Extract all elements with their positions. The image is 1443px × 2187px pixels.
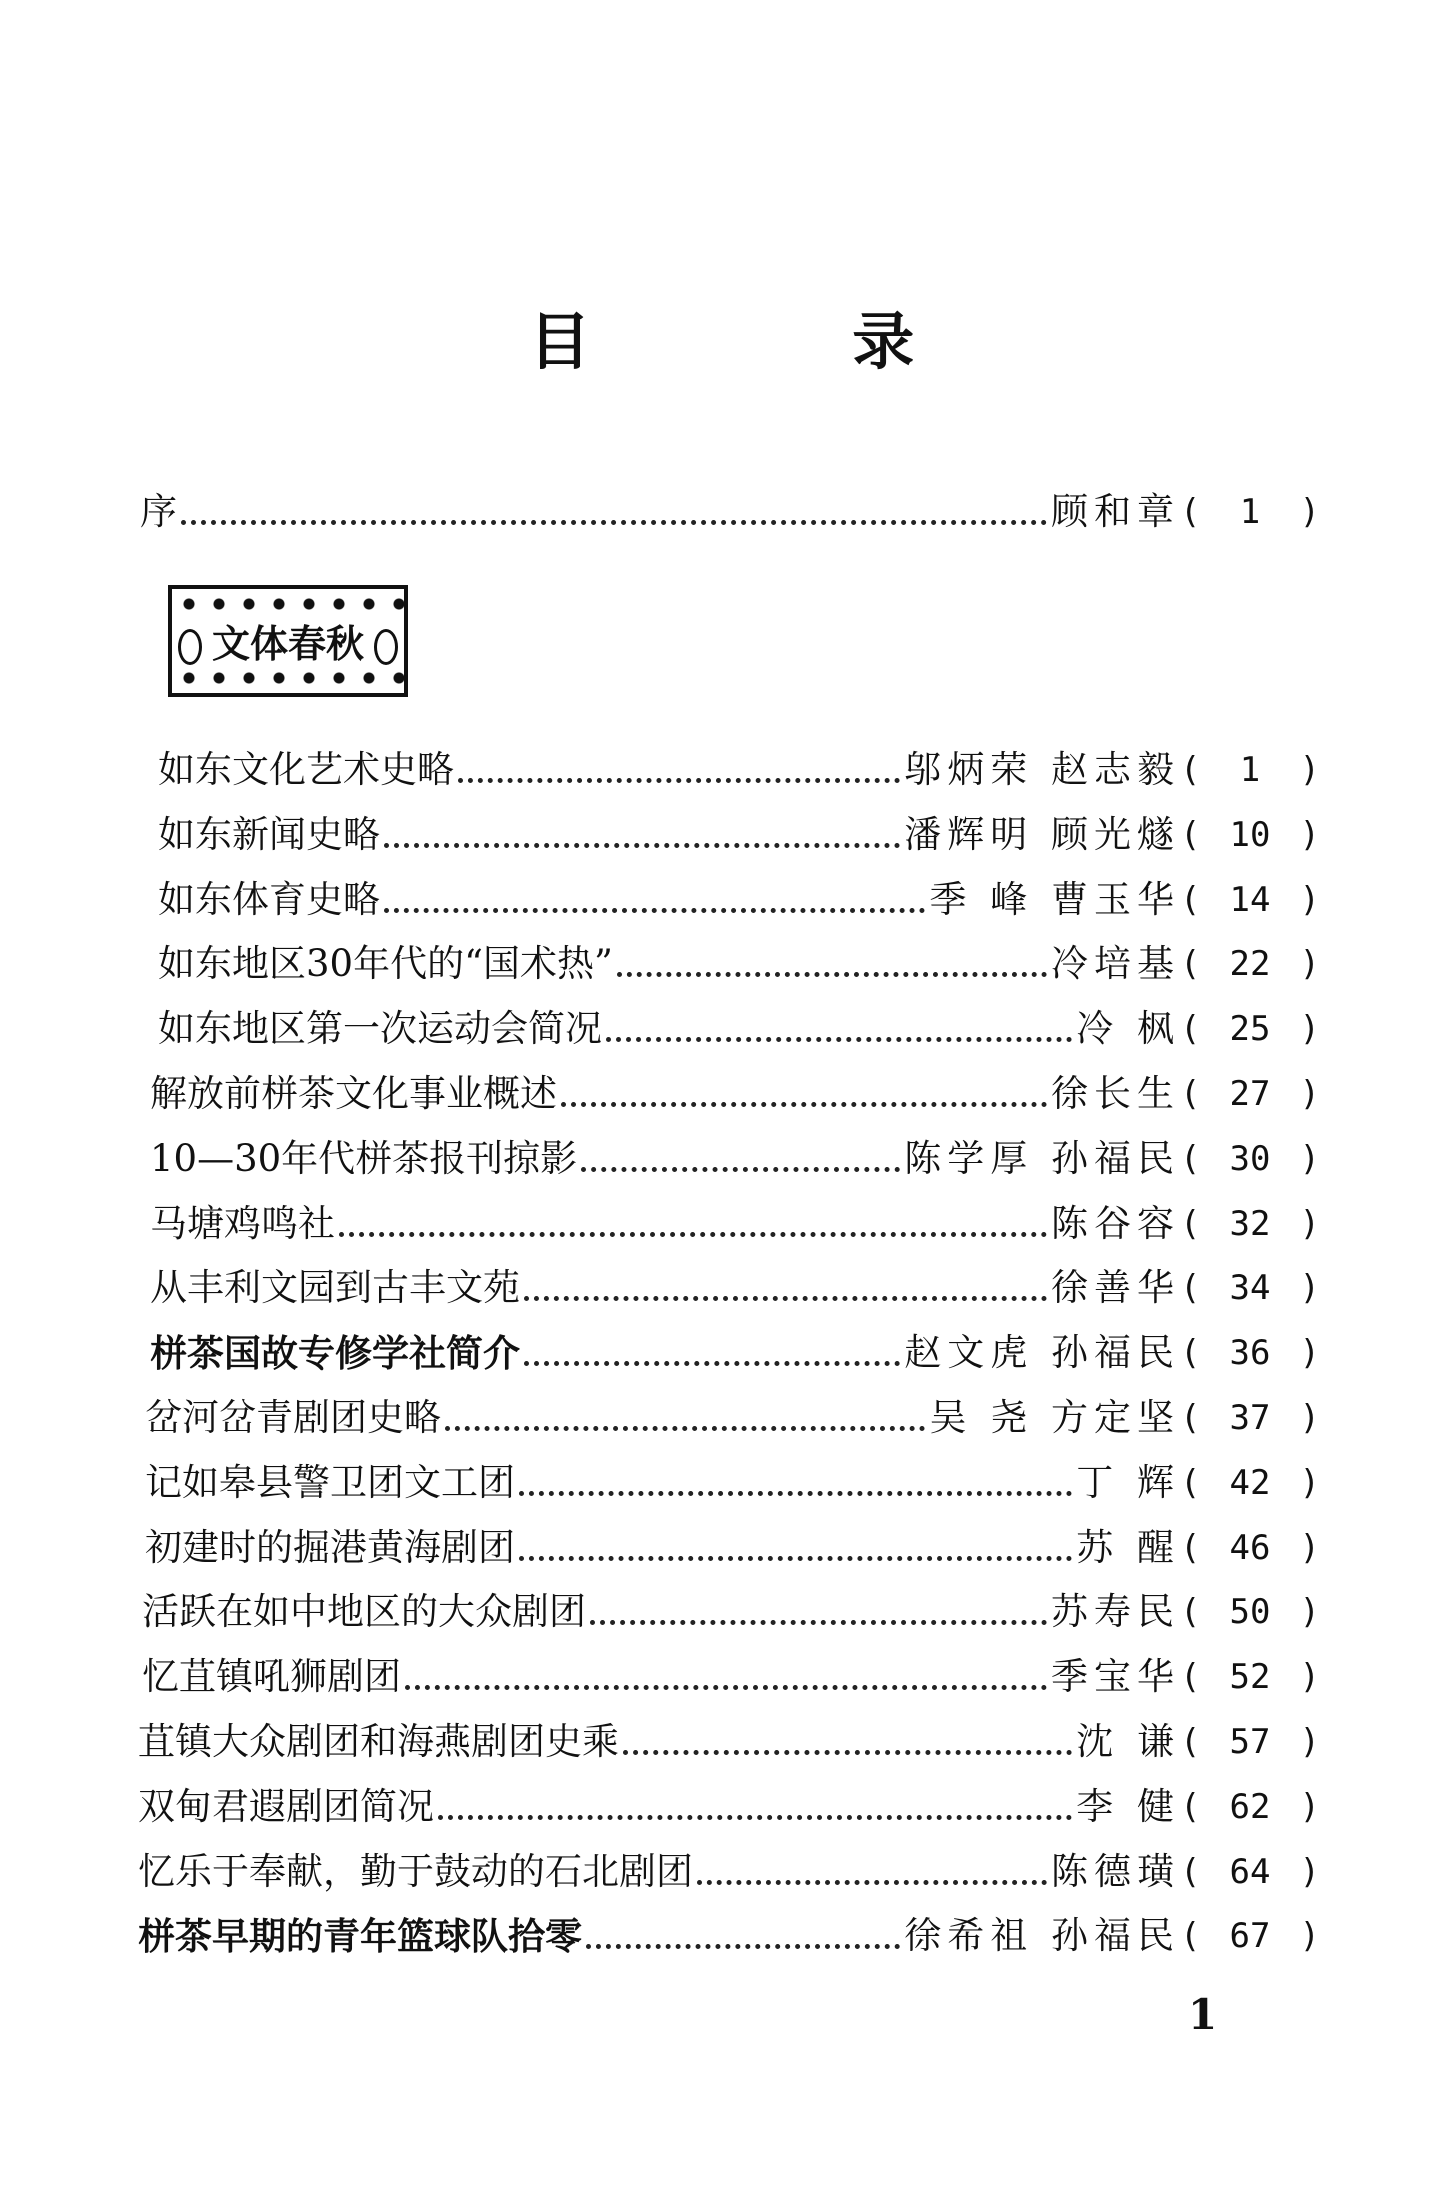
page-ref: 50 [1229,1592,1271,1632]
toc-entry[interactable] [150,1062,1320,1126]
paren-open: ( [1180,492,1201,532]
toc-entry-page [1180,803,1320,867]
dot-leader [181,480,1047,544]
section-banner [168,585,408,697]
paren-close: ) [1299,1268,1320,1308]
page-ref: 32 [1229,1204,1271,1244]
dot-leader [581,1127,900,1191]
toc-entry[interactable] [158,932,1320,996]
paren-open: ( [1180,815,1201,855]
toc-entry-title: 忆苴镇吼狮剧团 [142,1655,401,1698]
paren-open: ( [1180,1463,1201,1503]
paren-open: ( [1180,880,1201,920]
toc-entry-author: 潘辉明 顾光燧 [904,813,1180,856]
paren-close: ) [1299,1722,1320,1762]
toc-entry-page [1180,1580,1320,1644]
page-ref: 42 [1229,1463,1271,1503]
dot-leader [524,1321,900,1385]
toc-entry-title: 如东新闻史略 [158,813,380,856]
toc-entry-title: 如东文化艺术史略 [158,748,454,791]
page-ref: 10 [1229,815,1271,855]
page-ref: 36 [1229,1333,1271,1373]
paren-open: ( [1180,1852,1201,1892]
dot-leader [623,1710,1072,1774]
toc-entry-page [1180,1516,1320,1580]
page-ref: 30 [1229,1139,1271,1179]
page-ref: 1 [1239,750,1261,790]
toc-entry-title: 解放前栟茶文化事业概述 [150,1072,557,1115]
dot-leader [524,1256,1047,1320]
toc-entry[interactable] [145,1516,1320,1580]
toc-entry-title: 活跃在如中地区的大众剧团 [142,1590,586,1633]
paren-open: ( [1180,1398,1201,1438]
toc-entry-title: 初建时的掘港黄海剧团 [145,1526,515,1569]
toc-entry-title: 10—30年代栟茶报刊掠影 [150,1137,578,1180]
toc-entry-page [1180,480,1320,544]
dot-leader [617,932,1047,996]
toc-entry-author: 陈谷容 [1051,1202,1180,1245]
paren-open: ( [1180,1009,1201,1049]
toc-entry-author: 赵文虎 孙福民 [904,1331,1180,1374]
paren-close: ) [1299,1074,1320,1114]
toc-entry[interactable] [145,1451,1320,1515]
toc-entry-title: 忆乐于奉献，勤于鼓动的石北剧团 [138,1850,693,1893]
page-ref: 46 [1229,1528,1271,1568]
toc-entry-page [1180,1451,1320,1515]
banner-ornament-top [172,593,404,615]
toc-entry-page [1180,1645,1320,1709]
page-ref: 27 [1229,1074,1271,1114]
dot-leader [384,868,925,932]
toc-entry-page [1180,868,1320,932]
toc-entry-page [1180,1775,1320,1839]
page-ref: 37 [1229,1398,1271,1438]
toc-entry-page [1180,1062,1320,1126]
dot-leader [339,1192,1047,1256]
dot-leader [697,1840,1047,1904]
paren-close: ) [1299,750,1320,790]
toc-entry-title: 栟茶早期的青年篮球队拾零 [138,1914,582,1958]
toc-entry-author: 陈学厚 孙福民 [904,1137,1180,1180]
page-ref: 52 [1229,1657,1271,1697]
paren-open: ( [1180,1333,1201,1373]
toc-entry-title: 双甸君遐剧团简况 [138,1785,434,1828]
paren-close: ) [1299,1398,1320,1438]
page-ref: 57 [1229,1722,1271,1762]
toc-entry[interactable] [142,1645,1320,1709]
page-ref: 34 [1229,1268,1271,1308]
toc-entry-author: 邬炳荣 赵志毅 [904,748,1180,791]
page-ref: 14 [1229,880,1271,920]
toc-entry-page [1180,1256,1320,1320]
toc-entry-author: 丁 辉 [1076,1461,1180,1504]
toc-entry[interactable] [150,1127,1320,1191]
toc-entry-author: 顾和章 [1051,490,1180,533]
paren-close: ) [1299,1852,1320,1892]
toc-entry[interactable] [158,738,1320,802]
paren-open: ( [1180,750,1201,790]
dot-leader [445,1386,925,1450]
paren-close: ) [1299,1787,1320,1827]
dot-leader [561,1062,1047,1126]
paren-open: ( [1180,1657,1201,1697]
page-ref: 1 [1239,492,1261,532]
paren-close: ) [1299,1528,1320,1568]
section-title: 文体春秋 [211,622,364,666]
paren-open: ( [1180,1722,1201,1762]
page-ref: 22 [1229,944,1271,984]
paren-close: ) [1299,1204,1320,1244]
paren-open: ( [1180,1074,1201,1114]
toc-entry[interactable] [150,1321,1320,1385]
toc-entry-author: 苏 醒 [1076,1526,1180,1569]
dot-leader [519,1451,1072,1515]
paren-close: ) [1299,1916,1320,1956]
paren-open: ( [1180,1204,1201,1244]
dot-leader [384,803,900,867]
toc-entry-page [1180,1127,1320,1191]
paren-close: ) [1299,1657,1320,1697]
page-ref: 25 [1229,1009,1271,1049]
dot-leader [405,1645,1047,1709]
dot-leader [438,1775,1072,1839]
toc-entry-page [1180,738,1320,802]
paren-close: ) [1299,1333,1320,1373]
toc-entry-author: 季 峰 曹玉华 [929,878,1180,921]
paren-open: ( [1180,944,1201,984]
toc-entry-author: 徐长生 [1051,1072,1180,1115]
dot-leader [606,997,1072,1061]
toc-entry[interactable] [158,997,1320,1061]
paren-open: ( [1180,1528,1201,1568]
toc-entry-author: 徐善华 [1051,1266,1180,1309]
toc-entry[interactable] [138,1710,1320,1774]
toc-entry[interactable] [142,1580,1320,1644]
toc-entry[interactable] [158,868,1320,932]
toc-entry-title: 苴镇大众剧团和海燕剧团史乘 [138,1720,619,1763]
toc-entry-title: 如东地区第一次运动会简况 [158,1007,602,1050]
toc-entry-page [1180,1840,1320,1904]
page-title: 目 录 [528,305,1035,378]
toc-entry-title: 马塘鸡鸣社 [150,1202,335,1245]
page-number: 1 [1188,1990,1218,2039]
dot-leader [590,1580,1047,1644]
toc-entry-author: 季宝华 [1051,1655,1180,1698]
paren-open: ( [1180,1268,1201,1308]
paren-close: ) [1299,880,1320,920]
toc-entry-author: 苏寿民 [1051,1590,1180,1633]
toc-entry-title: 岔河岔青剧团史略 [145,1396,441,1439]
toc-entry[interactable] [150,1192,1320,1256]
page-ref: 67 [1229,1916,1271,1956]
page-ref: 64 [1229,1852,1271,1892]
paren-close: ) [1299,1009,1320,1049]
toc-entry[interactable] [138,1775,1320,1839]
toc-entry-page [1180,1710,1320,1774]
paren-close: ) [1299,492,1320,532]
toc-entry[interactable] [145,1386,1320,1450]
toc-entry[interactable] [138,1840,1320,1904]
dot-leader [586,1904,900,1968]
toc-entry-author: 陈德璜 [1051,1850,1180,1893]
toc-entry-title: 从丰利文园到古丰文苑 [150,1266,520,1309]
paren-open: ( [1180,1916,1201,1956]
toc-entry-page [1180,932,1320,996]
page-ref: 62 [1229,1787,1271,1827]
toc-entry-title: 如东地区30年代的“国术热” [158,942,613,985]
toc-entry-title: 栟茶国故专修学社简介 [150,1331,520,1375]
toc-entry-author: 徐希祖 孙福民 [904,1914,1180,1957]
paren-open: ( [1180,1787,1201,1827]
toc-entry[interactable] [138,1904,1320,1968]
paren-close: ) [1299,944,1320,984]
banner-ornament-bottom [172,667,404,689]
toc-entry-page [1180,1904,1320,1968]
dot-leader [458,738,900,802]
toc-entry-page [1180,997,1320,1061]
banner-ornament-right [374,629,398,665]
toc-entry-title: 如东体育史略 [158,878,380,921]
paren-close: ) [1299,1463,1320,1503]
toc-entry-page [1180,1192,1320,1256]
toc-entry-author: 沈 谦 [1076,1720,1180,1763]
toc-entry-author: 冷培基 [1051,942,1180,985]
toc-entry-page [1180,1386,1320,1450]
toc-entry-title: 记如皋县警卫团文工团 [145,1461,515,1504]
paren-close: ) [1299,1592,1320,1632]
toc-entry-author: 冷 枫 [1076,1007,1180,1050]
toc-entry[interactable] [150,1256,1320,1320]
paren-close: ) [1299,815,1320,855]
dot-leader [519,1516,1072,1580]
paren-open: ( [1180,1592,1201,1632]
paren-close: ) [1299,1139,1320,1179]
paren-open: ( [1180,1139,1201,1179]
toc-entry-preface[interactable] [140,480,1320,544]
toc-entry-author: 李 健 [1076,1785,1180,1828]
toc-entry-page [1180,1321,1320,1385]
toc-entry-title: 序 [140,490,177,533]
toc-entry-author: 吴 尧 方定坚 [929,1396,1180,1439]
toc-entry[interactable] [158,803,1320,867]
